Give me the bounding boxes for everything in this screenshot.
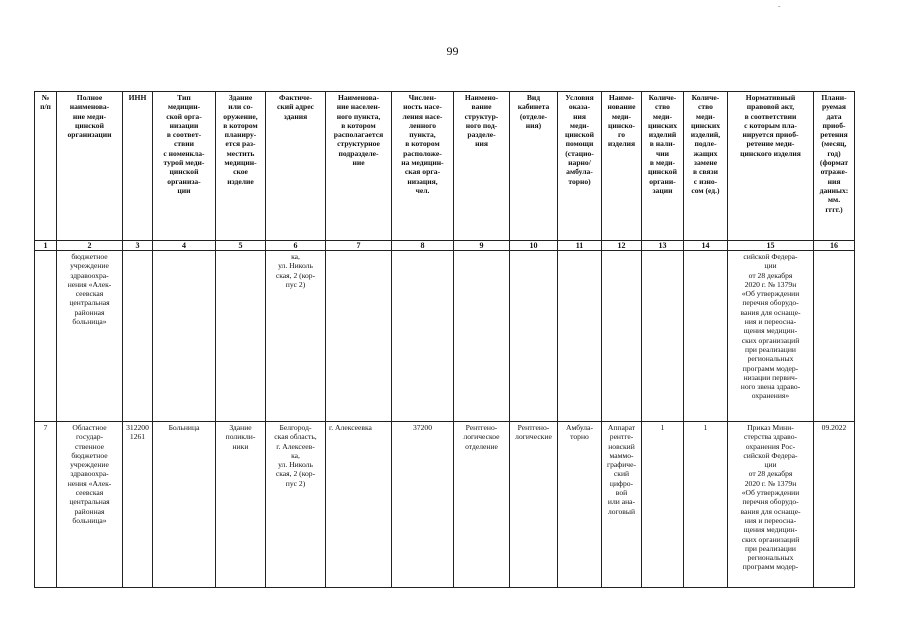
- page-number: 99: [446, 44, 459, 58]
- header-cell-planned-date: Плани- руемая дата приоб- ретения (месяц, год) (формат отраже- ния данных: мм. гггг.): [814, 92, 855, 241]
- header-row: [35, 92, 855, 241]
- column-number: 13: [642, 241, 684, 251]
- table-cell: [326, 251, 392, 422]
- header-cell-cabinet-type: Вид кабинета (отделе- ния): [510, 92, 558, 241]
- header-cell-org-type: Тип медицин- ской орга- низации в соответ- ствии с номенкла- турой меди- цинской организа- ции: [153, 92, 216, 241]
- column-number: 10: [510, 241, 558, 251]
- table-cell: [392, 251, 454, 422]
- table-cell-address: Белгород- ская область, г. Алексеев- ка, ул. Николь ская, 2 (кор- пус 2): [266, 422, 326, 588]
- table-cell-inn: 312200 1261: [123, 422, 153, 588]
- header-cell-subdivision: Наимено- вание структур- ного под- разделе- ния: [454, 92, 510, 241]
- table-cell: [123, 251, 153, 422]
- table-cell-num: 7: [35, 422, 57, 588]
- header-cell-settlement: Наименова- ние населен- ного пункта, в котором располагается структурное подразделе- ние: [326, 92, 392, 241]
- table-cell: [454, 251, 510, 422]
- column-number: 3: [123, 241, 153, 251]
- header-cell-org-name: Полное наименова- ние меди- цинской организации: [57, 92, 123, 241]
- table-cell-org-type: Больница: [153, 422, 216, 588]
- table-cell: [153, 251, 216, 422]
- table-cell-population: 37200: [392, 422, 454, 588]
- table-row-continuation: [35, 251, 855, 422]
- table-cell: бюджетное учреждение здравоохра- нения «Алек- сеевская центральная районная больница»: [57, 251, 123, 422]
- column-number: 11: [558, 241, 602, 251]
- table-cell-settlement: г. Алексеевка: [326, 422, 392, 588]
- table-cell: [602, 251, 642, 422]
- column-number: 8: [392, 241, 454, 251]
- table-cell: сийской Федера- ции от 28 декабря 2020 г. № 1379н «Об утверждении перечня оборудо- вания для оснаще- ния и переосна- щения медицин- ских организаций при реализации региональных программ модер- низации первич- ного звена здраво- охранения»: [728, 251, 814, 422]
- header-cell-replace-count: Количе- ство меди- цинских изделий, подле- жащих замене в связи с изно- сом (ед.): [684, 92, 728, 241]
- column-number-row: [35, 241, 855, 251]
- table-cell: ка, ул. Николь ская, 2 (кор- пус 2): [266, 251, 326, 422]
- equipment-table-container: [34, 91, 855, 588]
- table-cell-building: Здание поликли- ники: [216, 422, 266, 588]
- table-row-7: [35, 422, 855, 588]
- column-number: 14: [684, 241, 728, 251]
- corner-mark: ˉ: [778, 5, 781, 13]
- column-number: 9: [454, 241, 510, 251]
- column-number: 16: [814, 241, 855, 251]
- header-cell-address: Фактиче- ский адрес здания: [266, 92, 326, 241]
- column-number: 12: [602, 241, 642, 251]
- table-cell: [35, 251, 57, 422]
- table-cell: [216, 251, 266, 422]
- header-cell-device-name: Наиме- нование меди- цинско- го изделия: [602, 92, 642, 241]
- table-cell-org-name: Областное государ- ственное бюджетное учреждение здравоохра- нения «Алек- сеевская центральная районная больница»: [57, 422, 123, 588]
- table-cell: [684, 251, 728, 422]
- header-cell-num: № п/п: [35, 92, 57, 241]
- table-cell-planned-date: 09.2022: [814, 422, 855, 588]
- column-number: 7: [326, 241, 392, 251]
- table-cell-replace-count: 1: [684, 422, 728, 588]
- table-cell-legal-act: Приказ Мини- стерства здраво- охранения Рос- сийской Федера- ции от 28 декабря 2020 г. № 1379н «Об утверждении перечня оборудо- вания для оснаще- ния и переосна- щения медицин- ских организаций при реализации региональных программ модер-: [728, 422, 814, 588]
- table-cell: [814, 251, 855, 422]
- table-cell-device-count: 1: [642, 422, 684, 588]
- table-cell-cabinet-type: Рентгено- логические: [510, 422, 558, 588]
- header-cell-building: Здание или со- оружение, в котором планиру- ется раз- местить медицин- ское изделие: [216, 92, 266, 241]
- column-number: 4: [153, 241, 216, 251]
- table-cell-subdivision: Рентгено- логическое отделение: [454, 422, 510, 588]
- column-number: 5: [216, 241, 266, 251]
- column-number: 2: [57, 241, 123, 251]
- column-number: 6: [266, 241, 326, 251]
- table-cell: [558, 251, 602, 422]
- header-cell-legal-act: Нормативный правовой акт, в соответствии с которым пла- нируется приоб- ретение меди- цинского изделия: [728, 92, 814, 241]
- table-cell: [510, 251, 558, 422]
- header-cell-inn: ИНН: [123, 92, 153, 241]
- table-cell-care-conditions: Амбула- торно: [558, 422, 602, 588]
- header-cell-population: Числен- ность насе- ления насе- ленного пункта, в котором расположе- на медицин- ская орга- низация, чел.: [392, 92, 454, 241]
- header-cell-care-conditions: Условия оказа- ния меди- цинской помощи (стацио- нарно/ амбула- торно): [558, 92, 602, 241]
- table-cell-device-name: Аппарат рентге- новский маммо- графиче- ский цифро- вой или ана- логовый: [602, 422, 642, 588]
- table-cell: [642, 251, 684, 422]
- column-number: 1: [35, 241, 57, 251]
- column-number: 15: [728, 241, 814, 251]
- equipment-table: [34, 91, 855, 588]
- header-cell-device-count: Количе- ство меди- цинских изделий в нали- чии в меди- цинской органи- зации: [642, 92, 684, 241]
